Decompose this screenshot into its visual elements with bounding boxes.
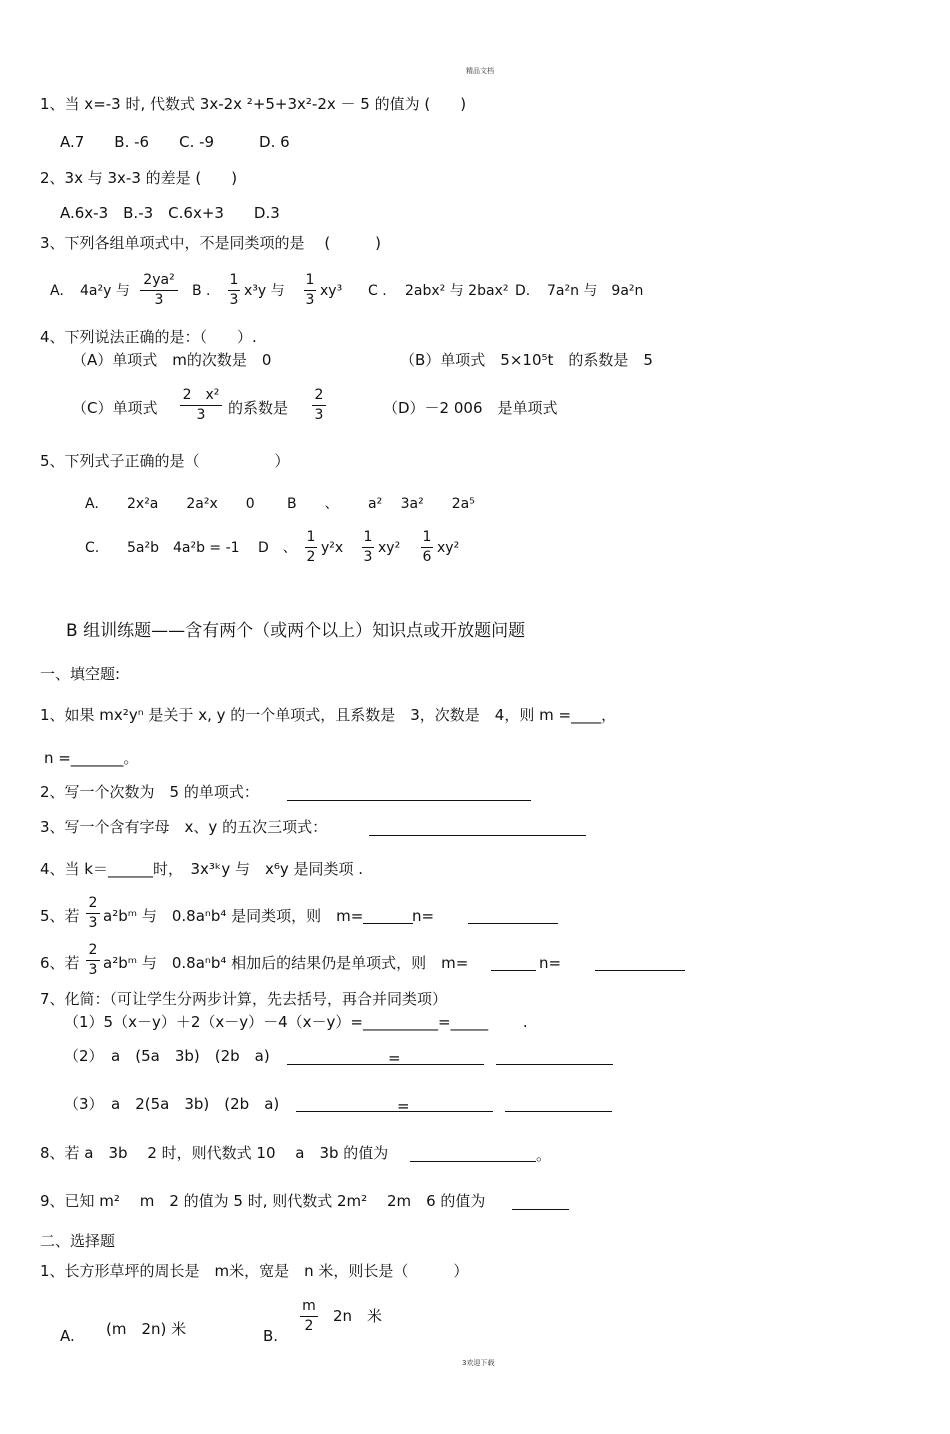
q3-option-a-label: A.: [50, 283, 64, 299]
fill-3-blank[interactable]: [369, 835, 586, 836]
fill-7: 7、化简：（可让学生分两步计算，先去括号，再合并同类项）: [40, 990, 448, 1008]
q5-d-term-2: xy²: [378, 540, 401, 556]
fill-1: 1、如果 mx²yⁿ 是关于 x, y 的一个单项式，且系数是 3，次数是 4，则 m =____，: [40, 706, 617, 724]
fill-7-part-3-blank-2[interactable]: [505, 1111, 612, 1112]
fill-5-expr: a²bᵐ 与 0.8aⁿb⁴ 是同类项，则 m=: [103, 907, 364, 925]
q5-d-fraction-2: [362, 529, 374, 566]
q4-option-a: （A）单项式 m的次数是 0: [72, 351, 272, 369]
numerator: 1: [305, 272, 315, 288]
q5-option-d-label: D 、: [258, 540, 297, 556]
q5-d-term-3: xy²: [437, 540, 460, 556]
fill-5-n-blank[interactable]: [468, 923, 558, 924]
fill-6-pre: 6、若: [40, 954, 80, 972]
q3-option-d-expr: 7a²n 与 9a²n: [547, 283, 644, 299]
q4-c-fraction: [180, 387, 222, 424]
q3-a-fraction: [140, 272, 178, 309]
numerator: 1: [229, 272, 239, 288]
question-4: 4、下列说法正确的是：（ ）.: [40, 328, 257, 346]
page-footer: 3欢迎下载: [462, 1359, 495, 1367]
question-3: 3、下列各组单项式中，不是同类项的是 ( ): [40, 234, 382, 252]
q5-option-b-label: B 、: [287, 496, 339, 512]
q3-option-a-expr: 4a²y 与: [80, 283, 130, 299]
question-2-options: A.6x-3 B.-3 C.6x+3 D.3: [60, 204, 280, 222]
fill-5-fraction: [86, 895, 100, 932]
denominator: 3: [305, 292, 315, 308]
question-5: 5、下列式子正确的是（ ）: [40, 452, 290, 470]
numerator: 2: [314, 387, 324, 403]
numerator: 2: [88, 942, 98, 958]
fill-2: 2、写一个次数为 5 的单项式：: [40, 783, 259, 801]
denominator: 2: [304, 1318, 314, 1334]
fill-in-title: 一、填空题:: [40, 665, 121, 683]
choice-1-b-tail: 2n 米: [333, 1307, 383, 1325]
fill-6-m-blank[interactable]: [491, 970, 536, 971]
choice-1-b-label: B.: [263, 1327, 279, 1345]
q5-option-a-label: A.: [85, 496, 99, 512]
fill-8: 8、若 a 3b 2 时，则代数式 10 a 3b 的值为: [40, 1144, 389, 1162]
fill-5-m-blank[interactable]: [363, 923, 413, 924]
question-1: 1、当 x=-3 时, 代数式 3x-2x ²+5+3x²-2x － 5 的值为 ( ): [40, 95, 467, 113]
fill-5-pre: 5、若: [40, 907, 80, 925]
fill-3: 3、写一个含有字母 x、y 的五次三项式：: [40, 818, 328, 836]
q5-option-b-expr: a² 3a² 2a⁵: [368, 496, 475, 512]
fill-8-end: 。: [536, 1146, 552, 1164]
q5-d-fraction-1: [305, 529, 317, 566]
fill-2-blank[interactable]: [287, 800, 531, 801]
fill-7-part-3: （3） a 2(5a 3b) (2b a): [64, 1095, 280, 1113]
fill-7-part-3-equals: =: [397, 1097, 410, 1115]
fill-6-n-blank[interactable]: [595, 970, 685, 971]
q3-option-c-label: C .: [368, 283, 387, 299]
q5-d-fraction-3: [421, 529, 433, 566]
q4-option-d: （D）－2 006 是单项式: [383, 399, 558, 417]
fill-7-part-1: （1）5（x－y）＋2（x－y）－4（x－y）=__________=_____ .: [64, 1013, 528, 1031]
q5-option-c-expr: 5a²b 4a²b = -1: [127, 540, 240, 556]
denominator: 3: [196, 407, 206, 423]
q3-option-c-expr: 2abx² 与 2bax²: [405, 283, 509, 299]
q4-option-c-pre: （C）单项式: [72, 399, 158, 417]
question-1-options: A.7 B. -6 C. -9 D. 6: [60, 133, 290, 151]
q3-option-d-label: D.: [515, 283, 531, 299]
q4-option-b: （B）单项式 5×10⁵t 的系数是 5: [400, 351, 653, 369]
q5-option-c-label: C.: [85, 540, 100, 556]
choice-1-a-label: A.: [60, 1327, 75, 1345]
numerator: 2: [88, 895, 98, 911]
q4-c-fraction-2: [312, 387, 326, 424]
fill-4: 4、当 k＝______时， 3x³ᵏy 与 x⁶y 是同类项 .: [40, 860, 364, 878]
question-2: 2、3x 与 3x-3 的差是 ( ): [40, 169, 238, 187]
fill-6-expr: a²bᵐ 与 0.8aⁿb⁴ 相加后的结果仍是单项式，则 m=: [103, 954, 469, 972]
denominator: 3: [314, 407, 324, 423]
denominator: 2: [306, 549, 316, 565]
fill-6-n-label: n=: [539, 954, 562, 972]
q3-b-fraction-1: [228, 272, 240, 309]
fill-7-part-2: （2） a (5a 3b) (2b a): [64, 1047, 270, 1065]
numerator: 1: [306, 529, 316, 545]
denominator: 3: [229, 292, 239, 308]
fill-7-part-2-blank-1[interactable]: [287, 1064, 484, 1065]
numerator: 1: [363, 529, 373, 545]
denominator: 3: [88, 915, 98, 931]
denominator: 3: [363, 549, 373, 565]
numerator: 2 x²: [182, 387, 220, 403]
q3-option-b-mid: x³y 与: [244, 283, 285, 299]
choice-1: 1、长方形草坪的周长是 m米，宽是 n 米，则长是（ ）: [40, 1262, 469, 1280]
numerator: 1: [422, 529, 432, 545]
fill-7-part-2-equals: =: [388, 1049, 401, 1067]
fill-1-line2: n =_______。: [44, 749, 139, 767]
denominator: 3: [154, 292, 164, 308]
denominator: 3: [88, 962, 98, 978]
fill-9: 9、已知 m² m 2 的值为 5 时, 则代数式 2m² 2m 6 的值为: [40, 1192, 486, 1210]
fill-7-part-3-blank-1[interactable]: [296, 1111, 493, 1112]
q5-option-a-expr: 2x²a 2a²x 0: [127, 496, 255, 512]
q5-d-term-1: y²x: [321, 540, 344, 556]
denominator: 6: [422, 549, 432, 565]
q3-option-b-label: B .: [192, 283, 211, 299]
fill-5-n-label: n=: [412, 907, 435, 925]
fill-6-fraction: [86, 942, 100, 979]
q3-option-b-tail: xy³: [320, 283, 343, 299]
page-header: 精品文档: [466, 67, 494, 75]
fill-8-blank[interactable]: [410, 1161, 536, 1162]
q4-option-c-mid: 的系数是: [228, 399, 289, 417]
q3-b-fraction-2: [304, 272, 316, 309]
fill-9-blank[interactable]: [512, 1209, 569, 1210]
choice-title: 二、选择题: [40, 1232, 116, 1250]
numerator: 2ya²: [143, 272, 175, 288]
fill-7-part-2-blank-2[interactable]: [496, 1064, 613, 1065]
numerator: m: [302, 1298, 316, 1314]
choice-1-b-fraction: [300, 1298, 318, 1335]
choice-1-a-expr: (m 2n) 米: [106, 1320, 187, 1338]
section-b-title: B 组训练题——含有两个（或两个以上）知识点或开放题问题: [66, 621, 526, 641]
